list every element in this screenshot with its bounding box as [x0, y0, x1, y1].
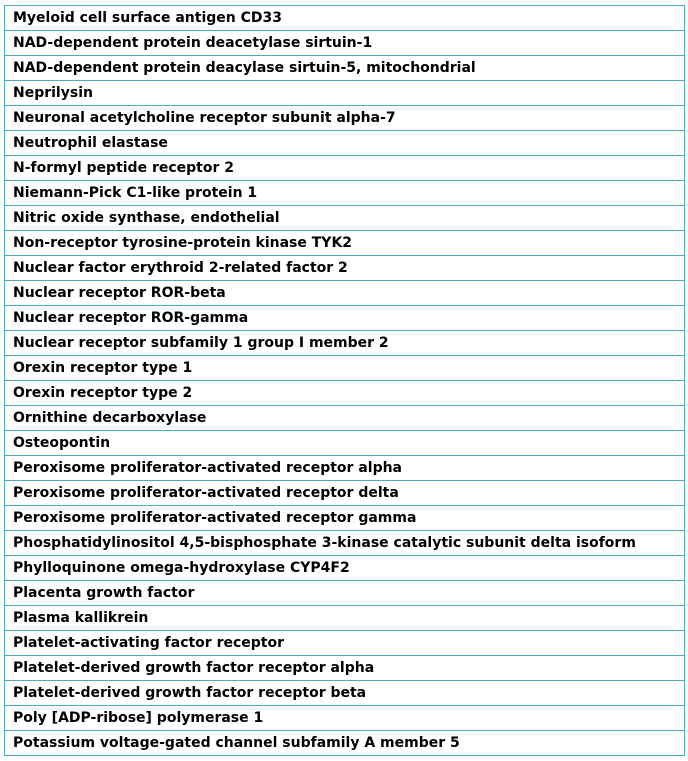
protein-name-cell: Peroxisome proliferator-activated receptor alpha [5, 456, 685, 481]
protein-name-cell: Nuclear factor erythroid 2-related factor 2 [5, 256, 685, 281]
protein-name-cell: Orexin receptor type 1 [5, 356, 685, 381]
protein-name-cell: Orexin receptor type 2 [5, 381, 685, 406]
table-row [5, 156, 685, 181]
protein-table-body [5, 6, 685, 756]
protein-name-cell: Platelet-activating factor receptor [5, 631, 685, 656]
table-row [5, 681, 685, 706]
table-row [5, 531, 685, 556]
table-row [5, 331, 685, 356]
protein-name-cell: NAD-dependent protein deacylase sirtuin-5, mitochondrial [5, 56, 685, 81]
protein-name-cell: Plasma kallikrein [5, 606, 685, 631]
table-row [5, 631, 685, 656]
table-row [5, 181, 685, 206]
table-row [5, 581, 685, 606]
table-row [5, 281, 685, 306]
protein-name-cell: Myeloid cell surface antigen CD33 [5, 6, 685, 31]
protein-name-cell: Neprilysin [5, 81, 685, 106]
protein-name-cell: NAD-dependent protein deacetylase sirtuin-1 [5, 31, 685, 56]
protein-name-cell: Nuclear receptor subfamily 1 group I member 2 [5, 331, 685, 356]
protein-name-cell: Potassium voltage-gated channel subfamily A member 5 [5, 731, 685, 756]
protein-name-cell: Nuclear receptor ROR-gamma [5, 306, 685, 331]
table-row [5, 656, 685, 681]
protein-name-cell: Neuronal acetylcholine receptor subunit alpha-7 [5, 106, 685, 131]
protein-name-cell: Peroxisome proliferator-activated receptor delta [5, 481, 685, 506]
table-row [5, 356, 685, 381]
protein-name-cell: Nitric oxide synthase, endothelial [5, 206, 685, 231]
table-row [5, 206, 685, 231]
protein-name-cell: Niemann-Pick C1-like protein 1 [5, 181, 685, 206]
protein-table-container [4, 5, 685, 756]
table-row [5, 731, 685, 756]
table-row [5, 431, 685, 456]
protein-name-cell: Phylloquinone omega-hydroxylase CYP4F2 [5, 556, 685, 581]
protein-table [4, 5, 685, 756]
protein-name-cell: Placenta growth factor [5, 581, 685, 606]
protein-name-cell: Nuclear receptor ROR-beta [5, 281, 685, 306]
protein-name-cell: Ornithine decarboxylase [5, 406, 685, 431]
table-row [5, 606, 685, 631]
protein-name-cell: Phosphatidylinositol 4,5-bisphosphate 3-kinase catalytic subunit delta isoform [5, 531, 685, 556]
protein-name-cell: Non-receptor tyrosine-protein kinase TYK2 [5, 231, 685, 256]
protein-name-cell: Platelet-derived growth factor receptor alpha [5, 656, 685, 681]
table-row [5, 706, 685, 731]
protein-name-cell: Poly [ADP-ribose] polymerase 1 [5, 706, 685, 731]
table-row [5, 406, 685, 431]
protein-name-cell: Neutrophil elastase [5, 131, 685, 156]
table-row [5, 56, 685, 81]
protein-name-cell: N-formyl peptide receptor 2 [5, 156, 685, 181]
table-row [5, 131, 685, 156]
table-row [5, 31, 685, 56]
table-row [5, 306, 685, 331]
table-row [5, 556, 685, 581]
table-row [5, 481, 685, 506]
protein-name-cell: Platelet-derived growth factor receptor beta [5, 681, 685, 706]
table-row [5, 381, 685, 406]
table-row [5, 506, 685, 531]
protein-name-cell: Peroxisome proliferator-activated receptor gamma [5, 506, 685, 531]
table-row [5, 256, 685, 281]
table-row [5, 456, 685, 481]
table-row [5, 231, 685, 256]
table-row [5, 106, 685, 131]
table-row [5, 6, 685, 31]
table-row [5, 81, 685, 106]
protein-name-cell: Osteopontin [5, 431, 685, 456]
